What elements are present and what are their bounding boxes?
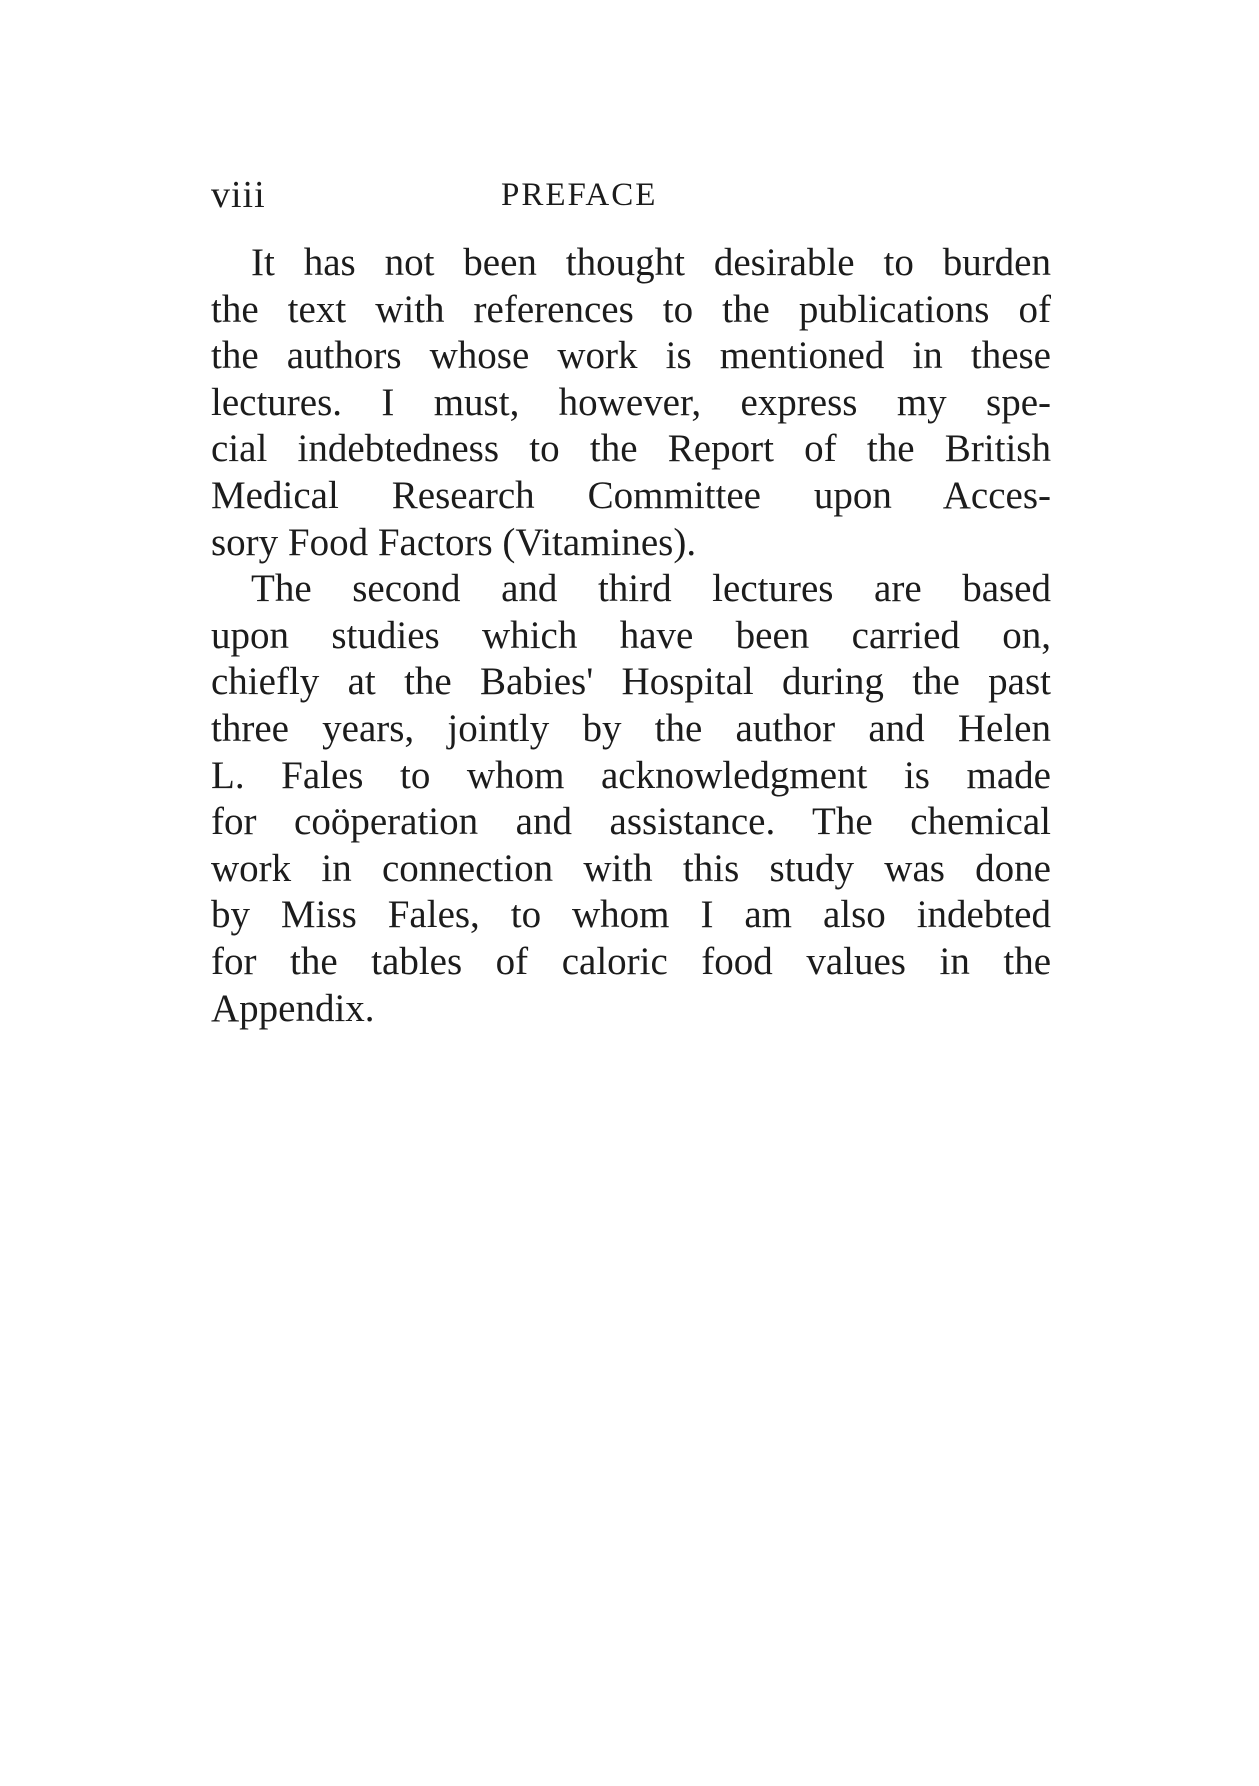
text-line: work in connection with this study was done [211,846,1051,890]
text-line: L. Fales to whom acknowledgment is made [211,753,1051,797]
text-line: Appendix. [211,986,375,1030]
text-line: Medical Research Committee upon Acces- [211,473,1051,517]
text-line: cial indebtedness to the Report of the British [211,427,1051,471]
paragraph-acknowledgment-references [211,240,1051,566]
text-line: sory Food Factors (Vitamines). [211,520,697,564]
text-line: for the tables of caloric food values in the [211,939,1051,983]
running-head [211,170,1051,220]
text-line: chiefly at the Babies' Hospital during the past [211,660,1051,704]
paragraph-lectures-studies [211,566,1051,1032]
text-line: for coöperation and assistance. The chemical [211,800,1051,844]
text-line: lectures. I must, however, express my spe- [211,380,1051,424]
text-line: the authors whose work is mentioned in these [211,334,1051,378]
text-line: It has not been thought desirable to burden [251,241,1051,284]
text-line: by Miss Fales, to whom I am also indebted [211,893,1051,937]
text-line: the text with references to the publications of [211,287,1051,331]
body-text [211,240,1051,1032]
running-head-title: PREFACE [501,177,658,213]
text-line: three years, jointly by the author and Helen [211,706,1051,750]
text-line: upon studies which have been carried on, [211,613,1051,657]
page-number: viii [211,174,266,216]
text-line: The second and third lectures are based [251,567,1051,611]
